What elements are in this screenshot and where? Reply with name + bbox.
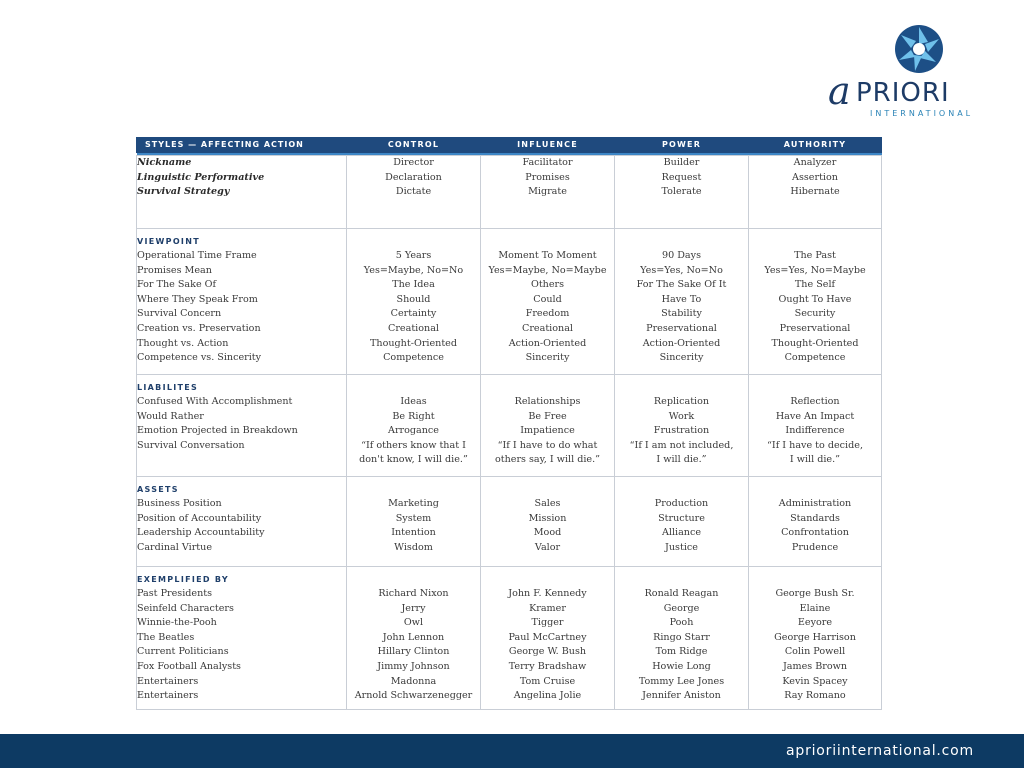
row-label: Nickname (137, 157, 192, 168)
liabilities-row (137, 375, 882, 477)
cell-value: Thought-Oriented (771, 337, 859, 349)
header-control: CONTROL (347, 138, 481, 153)
cell-value: Arrogance (388, 425, 439, 437)
exemplified-control (347, 567, 481, 710)
cell-value: Mood (533, 527, 562, 539)
cell-value: Be Right (392, 410, 435, 422)
cell-value: Paul McCartney (508, 631, 587, 643)
cell-value: The Past (794, 250, 836, 261)
cell-value: George Harrison (774, 631, 856, 643)
footer-url[interactable]: aprioriinternational.com (786, 743, 974, 759)
cell-value: “If I am not included, (629, 439, 734, 451)
header-influence: INFLUENCE (481, 138, 615, 153)
cell-value: Declaration (385, 171, 442, 183)
cell-value: Reflection (790, 396, 840, 407)
cell-value: Production (654, 498, 709, 509)
cell-value: Terry Bradshaw (508, 660, 587, 672)
assets-labels (137, 477, 347, 567)
cell-value: Marketing (388, 498, 439, 509)
cell-value: The Self (794, 279, 836, 291)
cell-value: Tigger (531, 617, 564, 629)
identity-control (347, 156, 481, 229)
cell-value: Ronald Reagan (644, 588, 719, 599)
logo-letter: a (828, 69, 851, 113)
cell-value: Moment To Moment (498, 250, 597, 261)
cell-value: Facilitator (522, 157, 573, 168)
cell-value: George (663, 602, 700, 614)
cell-value: Tolerate (661, 186, 702, 198)
cell-value: Elaine (799, 602, 831, 614)
logo-tagline: INTERNATIONAL (870, 109, 974, 118)
cell-value: Jerry (401, 602, 426, 614)
cell-value: I will die.” (789, 454, 841, 466)
cell-value: Certainty (390, 308, 437, 320)
cell-value: Tom Cruise (519, 675, 576, 687)
cell-value: Pooh (669, 617, 694, 629)
exemplified-influence (481, 567, 615, 710)
table-header-row (137, 138, 882, 153)
identity-influence (481, 156, 615, 229)
assets-influence (481, 477, 615, 567)
cell-value: Ringo Starr (653, 631, 710, 643)
cell-value: Justice (665, 541, 698, 553)
cell-value: John Lennon (382, 631, 445, 643)
identity-power (615, 156, 749, 229)
cell-value: Yes=Yes, No=Maybe (764, 264, 866, 276)
liabilities-labels (137, 375, 347, 477)
cell-value: John F. Kennedy (508, 588, 587, 599)
row-label: Cardinal Virtue (137, 541, 212, 553)
assets-row (137, 477, 882, 567)
cell-value: Have To (661, 293, 702, 305)
cell-value: Richard Nixon (378, 588, 449, 599)
cell-value: Ray Romano (784, 690, 846, 702)
cell-value: For The Sake Of It (636, 279, 727, 291)
row-label: Position of Accountability (137, 512, 262, 524)
row-label: Operational Time Frame (137, 250, 257, 261)
row-label: Competence vs. Sincerity (137, 352, 262, 364)
cell-value: “If others know that I (361, 439, 466, 451)
cell-value: James Brown (782, 660, 848, 672)
row-label: Linguistic Performative (137, 171, 265, 183)
row-label: Past Presidents (137, 588, 213, 599)
viewpoint-control (347, 229, 481, 375)
cell-value: Administration (778, 498, 852, 509)
cell-value: Frustration (653, 425, 710, 437)
cell-value: Impatience (520, 425, 575, 437)
cell-value: Kevin Spacey (782, 675, 848, 687)
cell-value: Preservational (646, 322, 717, 334)
exemplified-power (615, 567, 749, 710)
row-label: Entertainers (137, 690, 199, 702)
liabilities-power (615, 375, 749, 477)
identity-labels (137, 156, 347, 229)
cell-value: Confrontation (781, 527, 849, 539)
row-label: Would Rather (137, 410, 204, 422)
row-label: Current Politicians (137, 646, 229, 658)
row-label: Leadership Accountability (137, 527, 265, 539)
cell-value: Migrate (528, 186, 567, 198)
cell-value: Howie Long (652, 660, 711, 672)
cell-value: Director (393, 157, 434, 168)
logo-name: PRIORI (856, 78, 950, 108)
cell-value: George Bush Sr. (775, 588, 855, 599)
exemplified-labels (137, 567, 347, 710)
row-label: Entertainers (137, 675, 199, 687)
cell-value: Tom Ridge (655, 646, 708, 658)
cell-value: Jimmy Johnson (377, 660, 450, 672)
row-label: Emotion Projected in Breakdown (137, 425, 298, 437)
header-power: POWER (615, 138, 749, 153)
cell-value: Colin Powell (784, 646, 846, 658)
cell-value: Action-Oriented (642, 337, 721, 349)
assets-authority (749, 477, 882, 567)
cell-value: Valor (534, 541, 561, 553)
cell-value: Indifference (785, 425, 845, 437)
cell-value: Builder (663, 157, 700, 168)
cell-value: Ought To Have (778, 293, 852, 305)
cell-value: Hillary Clinton (377, 646, 450, 658)
row-label: Winnie-the-Pooh (137, 617, 217, 629)
cell-value: Yes=Maybe, No=Maybe (488, 264, 607, 276)
cell-value: Assertion (792, 171, 838, 183)
cell-value: Jennifer Aniston (642, 690, 721, 702)
styles-table (136, 137, 882, 710)
cell-value: Arnold Schwarzenegger (354, 690, 473, 702)
cell-value: Mission (528, 512, 567, 524)
assets-control (347, 477, 481, 567)
identity-row (137, 156, 882, 229)
cell-value: don't know, I will die.” (359, 454, 468, 466)
cell-value: Sincerity (659, 352, 704, 364)
cell-value: Should (396, 293, 431, 305)
row-label: Business Position (137, 498, 222, 509)
cell-value: Wisdom (394, 541, 433, 553)
viewpoint-power (615, 229, 749, 375)
cell-value: Eeyore (797, 617, 833, 629)
cell-value: Action-Oriented (508, 337, 587, 349)
aperture-icon (892, 22, 946, 76)
cell-value: “If I have to do what (497, 439, 598, 451)
cell-value: Ideas (400, 396, 427, 407)
cell-value: Owl (403, 617, 424, 629)
cell-value: 5 Years (395, 250, 432, 261)
cell-value: Promises (525, 171, 570, 183)
row-label: Survival Strategy (137, 186, 230, 198)
row-label: Survival Conversation (137, 439, 245, 451)
cell-value: Request (661, 171, 702, 183)
cell-value: Angelina Jolie (513, 690, 582, 702)
cell-value: others say, I will die.” (494, 454, 601, 466)
cell-value: George W. Bush (508, 646, 587, 658)
cell-value: Could (533, 293, 562, 305)
section-title-viewpoint: VIEWPOINT (137, 237, 200, 246)
row-label: The Beatles (137, 631, 195, 643)
cell-value: Alliance (661, 527, 702, 539)
cell-value: Thought-Oriented (370, 337, 457, 349)
row-label: Promises Mean (137, 264, 212, 276)
cell-value: Intention (391, 527, 436, 539)
liabilities-influence (481, 375, 615, 477)
row-label: For The Sake Of (137, 279, 217, 291)
cell-value: Analyzer (793, 157, 837, 168)
cell-value: Freedom (525, 308, 570, 320)
row-label: Fox Football Analysts (137, 660, 241, 672)
viewpoint-row (137, 229, 882, 375)
viewpoint-influence (481, 229, 615, 375)
row-label: Survival Concern (137, 308, 222, 320)
cell-value: Standards (790, 512, 840, 524)
cell-value: Be Free (528, 410, 567, 422)
identity-authority (749, 156, 882, 229)
company-logo (826, 22, 996, 122)
cell-value: Tommy Lee Jones (638, 675, 725, 687)
exemplified-authority (749, 567, 882, 710)
section-title-assets: ASSETS (137, 485, 179, 494)
cell-value: Yes=Maybe, No=No (363, 264, 464, 276)
cell-value: Stability (661, 308, 702, 320)
cell-value: Kramer (529, 602, 566, 614)
cell-value: System (395, 512, 432, 524)
cell-value: 90 Days (661, 250, 701, 261)
footer-bar (0, 734, 1024, 768)
cell-value: I will die.” (656, 454, 707, 466)
cell-value: Creational (522, 322, 573, 334)
exemplified-row (137, 567, 882, 710)
liabilities-authority (749, 375, 882, 477)
liabilities-control (347, 375, 481, 477)
cell-value: Relationships (514, 396, 581, 407)
cell-value: Hibernate (790, 186, 840, 198)
cell-value: Work (668, 410, 695, 422)
cell-value: Replication (653, 396, 710, 407)
viewpoint-labels (137, 229, 347, 375)
row-label: Where They Speak From (137, 293, 258, 305)
section-title-liabilities: LIABILITES (137, 383, 199, 392)
cell-value: Creational (388, 322, 439, 334)
cell-value: Sincerity (525, 352, 570, 364)
cell-value: Structure (658, 512, 705, 524)
cell-value: Security (794, 308, 836, 320)
row-label: Seinfeld Characters (137, 602, 234, 614)
cell-value: Yes=Yes, No=No (640, 264, 723, 276)
header-authority: AUTHORITY (749, 138, 882, 153)
cell-value: Have An Impact (775, 410, 855, 422)
cell-value: Competence (784, 352, 846, 364)
cell-value: Competence (383, 352, 444, 364)
viewpoint-authority (749, 229, 882, 375)
row-label: Confused With Accomplishment (137, 396, 293, 407)
cell-value: “If I have to decide, (767, 439, 863, 451)
cell-value: Dictate (395, 186, 432, 198)
cell-value: Preservational (779, 322, 851, 334)
cell-value: Others (530, 279, 565, 291)
section-title-exemplified: EXEMPLIFIED BY (137, 575, 229, 584)
cell-value: Prudence (791, 541, 839, 553)
assets-power (615, 477, 749, 567)
cell-value: Madonna (390, 675, 437, 687)
row-label: Thought vs. Action (137, 337, 229, 349)
header-styles: STYLES — AFFECTING ACTION (137, 138, 347, 153)
row-label: Creation vs. Preservation (137, 322, 261, 334)
cell-value: The Idea (392, 279, 435, 291)
cell-value: Sales (534, 498, 561, 509)
